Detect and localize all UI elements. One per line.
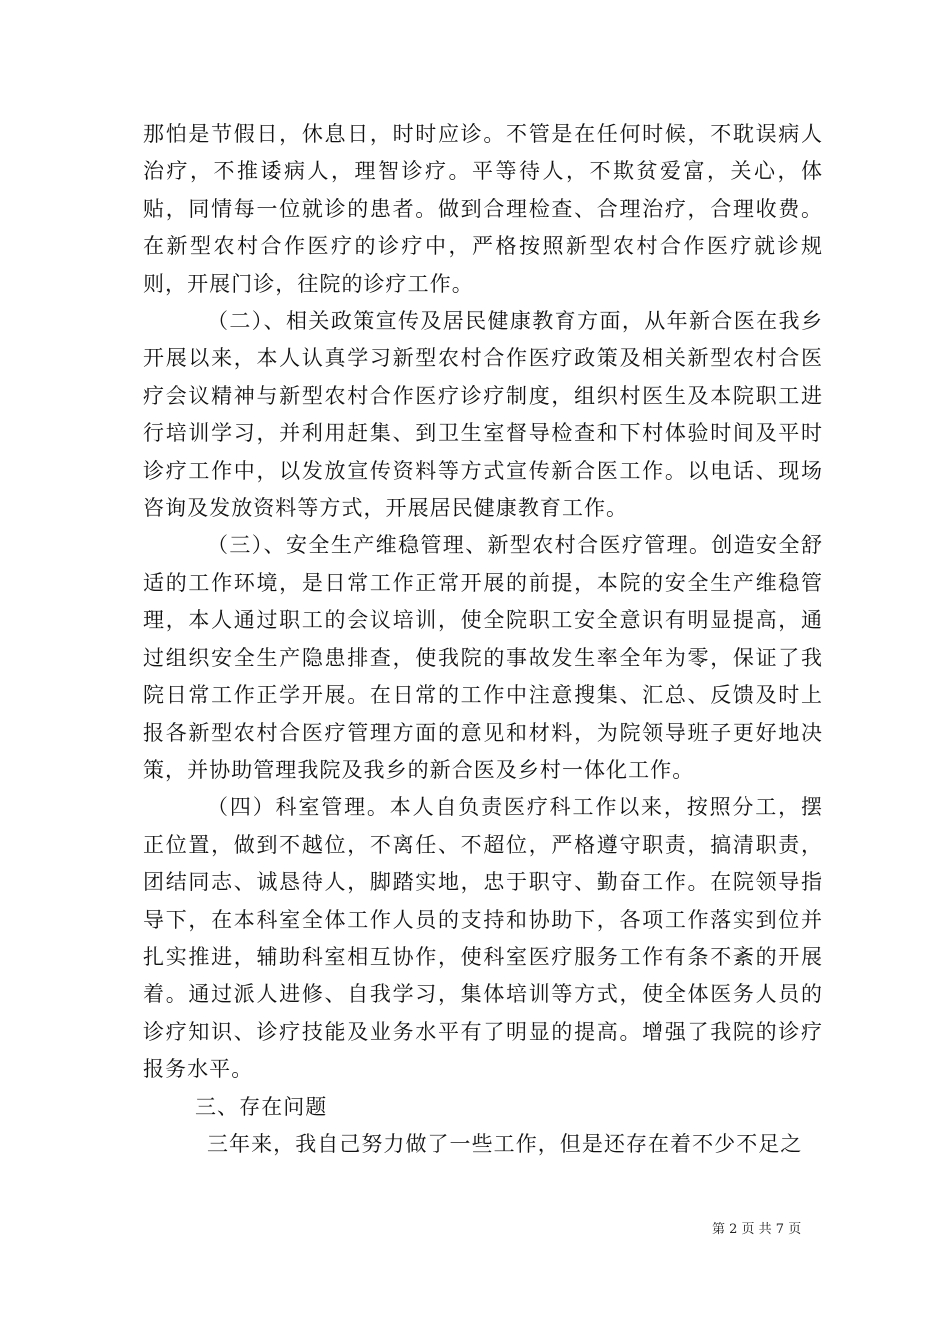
page-number-footer: 第 2 页 共 7 页 — [712, 1222, 802, 1237]
paragraph-safety-management: （三）、安全生产维稳管理、新型农村合医疗管理。创造安全舒适的工作环境，是日常工作正常开展的前提，本院的安全生产维稳管理，本人通过职工的会议培训，使全院职工安全意识有明显提高，通过组织安全生产隐患排查，使我院的事故发生率全年为零，保证了我院日常工作正学开展。在日常的工作中注意搜集、汇总、反馈及时上报各新型农村合医疗管理方面的意见和材料，为院领导班子更好地决策，并协助管理我院及我乡的新合医及乡村一体化工作。 — [143, 533, 823, 782]
paragraph-problems-intro: 三年来，我自己努力做了一些工作，但是还存在着不少不足之 — [207, 1131, 803, 1156]
paragraph-department-management: （四）科室管理。本人自负责医疗科工作以来，按照分工，摆正位置，做到不越位，不离任、不超位，严格遵守职责，搞清职责，团结同志、诚恳待人，脚踏实地，忠于职守、勤奋工作。在院领导指导下，在本科室全体工作人员的支持和协助下，各项工作落实到位并扎实推进，辅助科室相互协作，使科室医疗服务工作有条不紊的开展着。通过派人进修、自我学习，集体培训等方式，使全体医务人员的诊疗知识、诊疗技能及业务水平有了明显的提高。增强了我院的诊疗报务水平。 — [143, 795, 823, 1082]
document-body — [143, 116, 823, 1163]
section-heading-problems: 三、存在问题 — [195, 1094, 328, 1119]
paragraph-continuation: 那怕是节假日，休息日，时时应诊。不管是在任何时候，不耽误病人治疗，不推诿病人，理智诊疗。平等待人，不欺贫爱富，关心，体贴，同情每一位就诊的患者。做到合理检查、合理治疗，合理收费。在新型农村合作医疗的诊疗中，严格按照新型农村合作医疗就诊规则，开展门诊，往院的诊疗工作。 — [143, 122, 823, 296]
paragraph-policy-publicity: （二）、相关政策宣传及居民健康教育方面，从年新合医在我乡开展以来，本人认真学习新型农村合作医疗政策及相关新型农村合医疗会议精神与新型农村合作医疗诊疗制度，组织村医生及本院职工进行培训学习，并利用赶集、到卫生室督导检查和下村体验时间及平时诊疗工作中，以发放宣传资料等方式宣传新合医工作。以电话、现场咨询及发放资料等方式，开展居民健康教育工作。 — [143, 309, 823, 521]
